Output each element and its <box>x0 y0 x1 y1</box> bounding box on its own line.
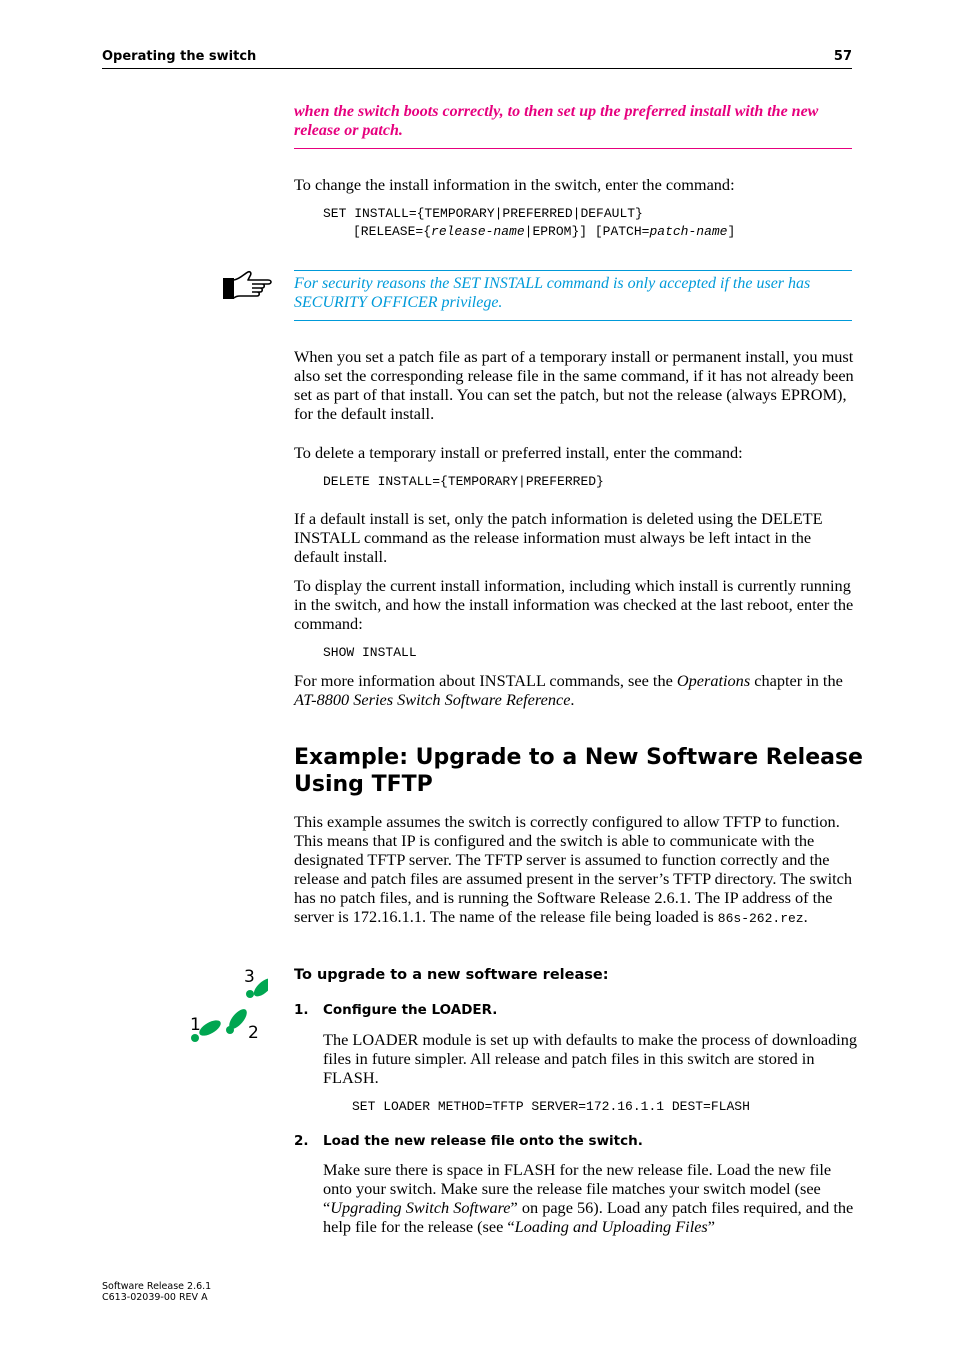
para-example-assumptions: This example assumes the switch is correctly configured to allow TFTP to function. This means that IP is configured and the switch is able to communicate with the designated TFTP server. The TFTP server is assumed to function correctly and the release and patch files are assumed present in the server’s TFTP directory. The switch has no patch files, and is running the Software Release 2.6.1. The IP address of the server is 172.16.1.1. The name of the release file being loaded is 86s-262.rez. <box>294 812 853 926</box>
para-more-info: For more information about INSTALL commands, see the Operations chapter in the AT-8800 Series Switch Software Reference. <box>294 671 843 709</box>
para-patch: When you set a patch file as part of a temporary install or permanent install, you must also set the corresponding release file in the same command, if it has not already been set as part of that install. You can set the patch, but not the release (always EPROM), for the default install. <box>294 347 854 423</box>
note-text: For security reasons the SET INSTALL command is only accepted if the user has SECURITY OFFICER privilege. <box>294 275 811 311</box>
step2-title: Load the new release file onto the switch. <box>323 1133 643 1149</box>
procedure-title: To upgrade to a new software release: <box>294 967 609 983</box>
step1-number: 1. <box>294 1002 309 1018</box>
step-num-2: 2 <box>248 1023 259 1043</box>
code-set-install-line1: SET INSTALL={TEMPORARY|PREFERRED|DEFAULT} <box>323 206 643 221</box>
footer-doc-id: C613-02039-00 REV A <box>102 1292 208 1303</box>
header-rule <box>102 68 852 69</box>
note-rule-bottom <box>294 320 852 321</box>
step2-text: Make sure there is space in FLASH for the new release file. Load the new file onto your switch. Make sure the release file matches your switch model (see “Upgrading Switch Software” on page 56). Load any patch files required, and the help file for the release (see “Loading and Uploading Files” <box>323 1160 854 1236</box>
step1-title: Configure the LOADER. <box>323 1002 498 1018</box>
para-display-install: To display the current install information, including which install is currently running in the switch, and how the install information was checked at the last reboot, enter the command: <box>294 576 854 633</box>
warning-text: when the switch boots correctly, to then set up the preferred install with the new release or patch. <box>294 103 819 139</box>
code-set-loader: SET LOADER METHOD=TFTP SERVER=172.16.1.1 DEST=FLASH <box>352 1099 750 1114</box>
page-number: 57 <box>833 49 852 64</box>
para-delete-install: To delete a temporary install or preferred install, enter the command: <box>294 443 743 462</box>
step2-number: 2. <box>294 1133 309 1149</box>
para-default-install: If a default install is set, only the patch information is deleted using the DELETE INSTALL command as the release information must always be left intact in the default install. <box>294 509 823 566</box>
warning-rule <box>294 148 852 149</box>
step1-text: The LOADER module is set up with defaults to make the process of downloading files in future simpler. All release and patch files in this switch are stored in FLASH. <box>323 1030 858 1087</box>
footsteps-icon <box>186 962 268 1046</box>
footer-release: Software Release 2.6.1 <box>102 1281 212 1292</box>
running-header-title: Operating the switch <box>102 49 257 64</box>
code-show-install: SHOW INSTALL <box>323 645 417 660</box>
code-set-install-line2: [RELEASE={release-name|EPROM}] [PATCH=patch-name] <box>353 224 736 239</box>
note-rule-top <box>294 270 852 271</box>
section-heading: Example: Upgrade to a New Software Release Using TFTP <box>294 745 863 797</box>
step-num-3: 3 <box>244 967 255 987</box>
pointing-hand-icon <box>222 268 278 302</box>
step-num-1: 1 <box>190 1015 201 1035</box>
code-delete-install: DELETE INSTALL={TEMPORARY|PREFERRED} <box>323 474 604 489</box>
para-change-install: To change the install information in the switch, enter the command: <box>294 175 735 194</box>
